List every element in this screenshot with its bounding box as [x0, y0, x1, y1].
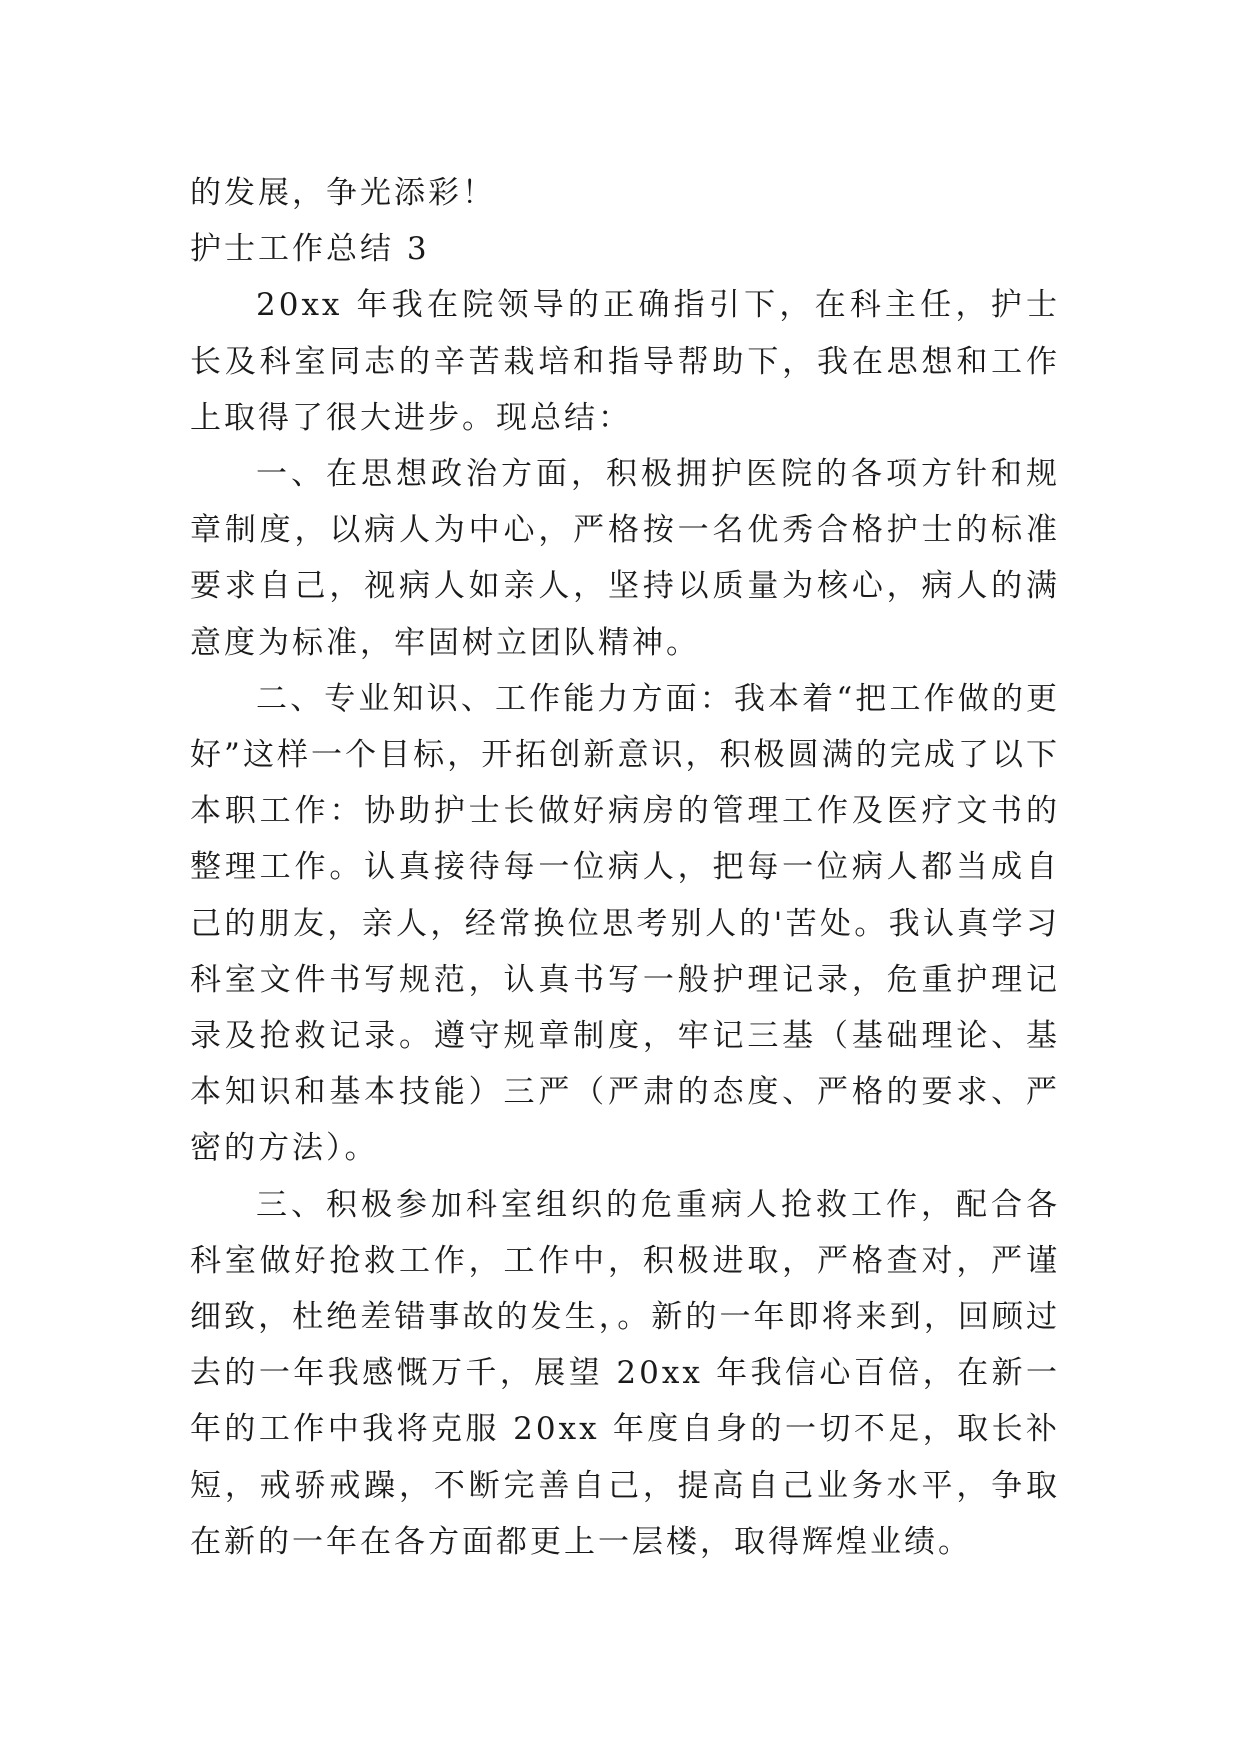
paragraph-rescue: 三、积极参加科室组织的危重病人抢救工作，配合各科室做好抢救工作，工作中，积极进取，严格查对，严谨细致，杜绝差错事故的发生，。新的一年即将来到，回顾过去的一年我感慨万千，展望 20xx 年我信心百倍，在新一年的工作中我将克服 20xx 年度自身的一切不足，取长补短，戒骄戒躁，不断完善自己，提高自己业务水平，争取在新的一年在各方面都更上一层楼，取得辉煌业绩。	[190, 1186, 1060, 1560]
paragraph-political: 一、在思想政治方面，积极拥护医院的各项方针和规章制度，以病人为中心，严格按一名优秀合格护士的标准要求自己，视病人如亲人，坚持以质量为核心，病人的满意度为标准，牢固树立团队精神。	[190, 456, 1060, 661]
paragraph-intro: 20xx 年我在院领导的正确指引下，在科主任，护士长及科室同志的辛苦栽培和指导帮助下，我在思想和工作上取得了很大进步。现总结：	[190, 287, 1060, 436]
section-heading: 护士工作总结 3	[190, 231, 430, 268]
carry-over-line: 的发展，争光添彩！	[190, 175, 496, 211]
document-body	[190, 165, 1060, 1570]
paragraph-professional: 二、专业知识、工作能力方面：我本着“把工作做的更好”这样一个目标，开拓创新意识，积极圆满的完成了以下本职工作：协助护士长做好病房的管理工作及医疗文书的整理工作。认真接待每一位病人，把每一位病人都当成自己的朋友，亲人，经常换位思考别人的'苦处。我认真学习科室文件书写规范，认真书写一般护理记录，危重护理记录及抢救记录。遵守规章制度，牢记三基（基础理论、基本知识和基本技能）三严（严肃的态度、严格的要求、严密的方法）。	[190, 680, 1060, 1167]
